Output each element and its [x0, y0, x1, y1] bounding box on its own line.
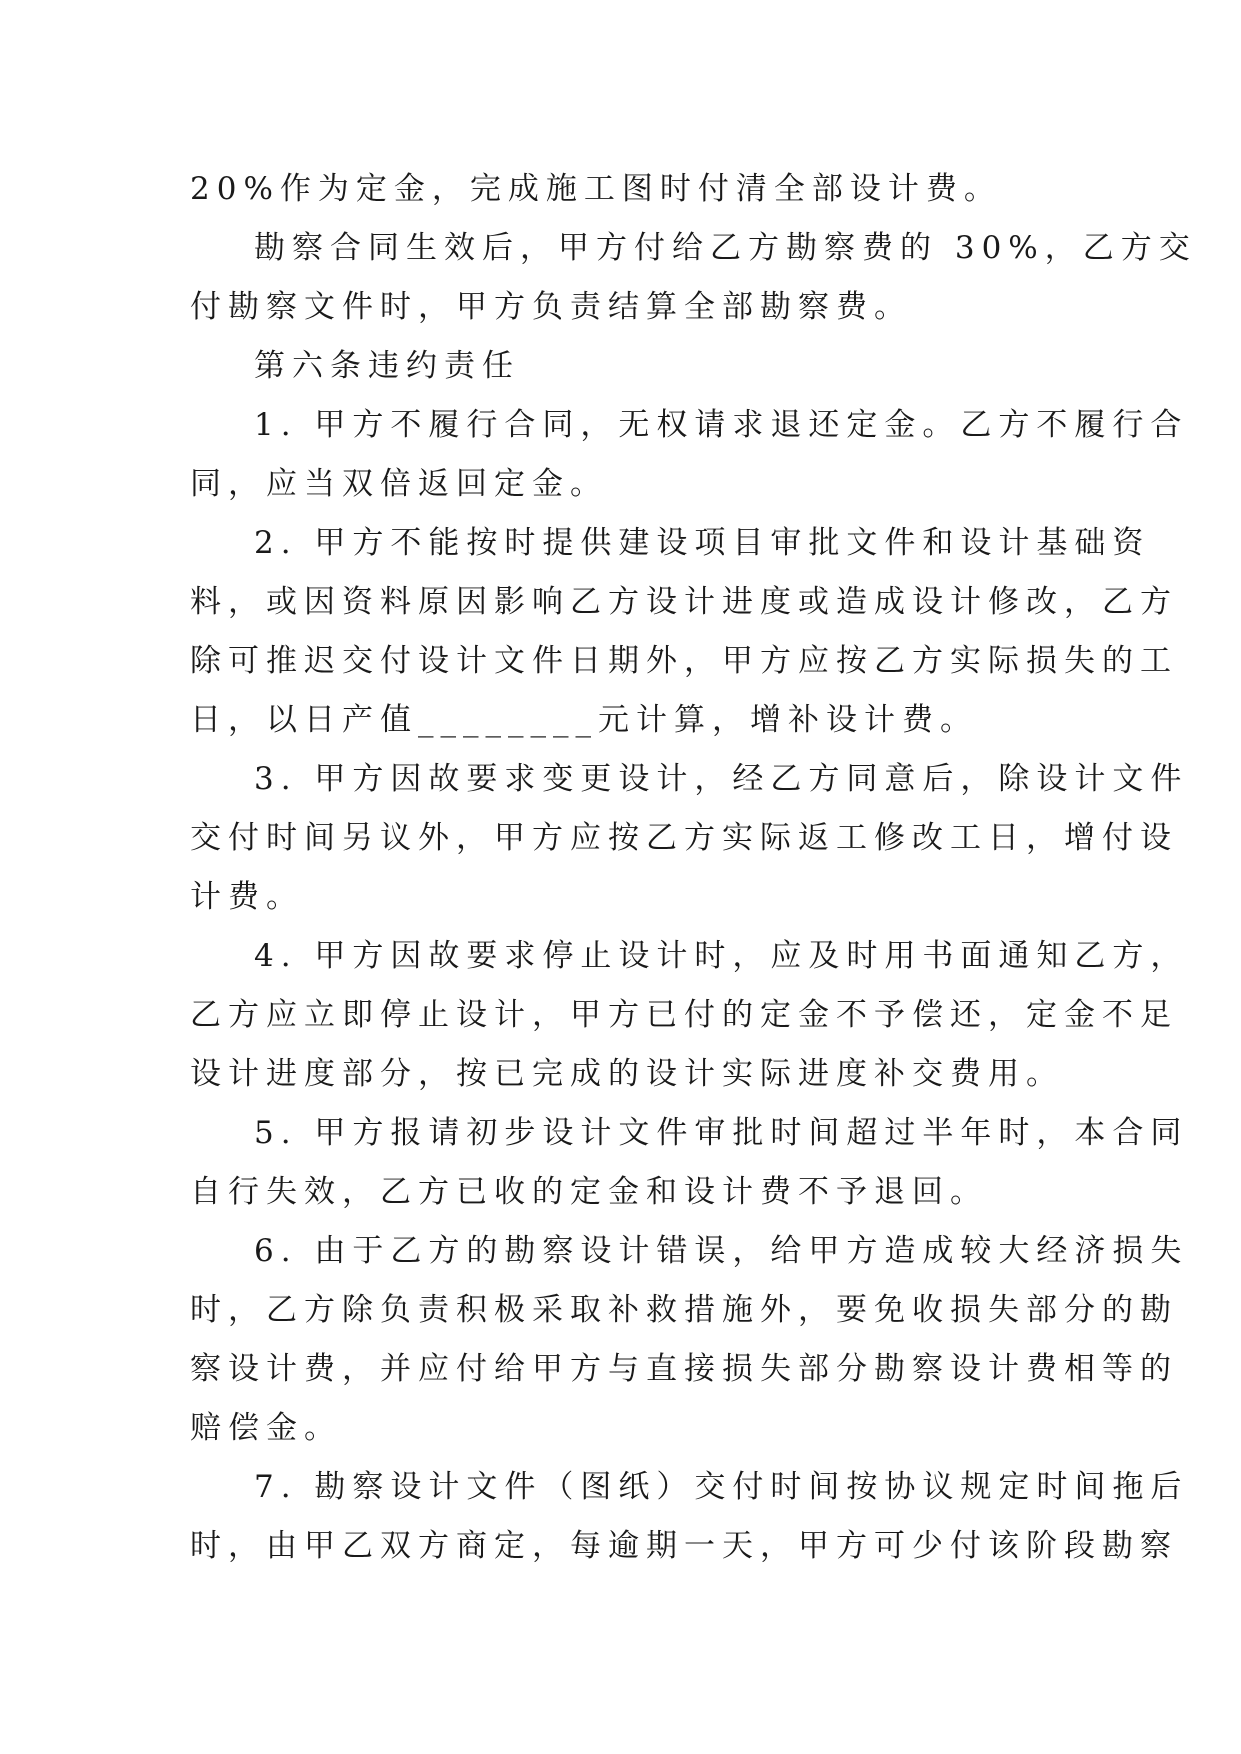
text-line: 乙方应立即停止设计，甲方已付的定金不予偿还，定金不足 — [190, 997, 1178, 1033]
section-heading: 第六条违约责任 — [254, 348, 520, 384]
text-line: 日，以日产值________元计算，增补设计费。 — [190, 702, 978, 738]
text-line: 20%作为定金，完成施工图时付清全部设计费。 — [190, 171, 1002, 207]
text-line: 料，或因资料原因影响乙方设计进度或造成设计修改，乙方 — [190, 584, 1178, 620]
text-line: 除可推迟交付设计文件日期外，甲方应按乙方实际损失的工 — [190, 643, 1178, 679]
text-line: 时，由甲乙双方商定，每逾期一天，甲方可少付该阶段勘察 — [190, 1528, 1178, 1564]
contract-text — [190, 160, 1197, 1576]
text-line: 时，乙方除负责积极采取补救措施外，要免收损失部分的勘 — [190, 1292, 1178, 1328]
text-line: 1. 甲方不履行合同，无权请求退还定金。乙方不履行合 — [254, 407, 1189, 443]
text-line: 察设计费，并应付给甲方与直接损失部分勘察设计费相等的 — [190, 1351, 1178, 1387]
text-line: 付勘察文件时，甲方负责结算全部勘察费。 — [190, 289, 912, 325]
text-line: 7. 勘察设计文件（图纸）交付时间按协议规定时间拖后 — [254, 1469, 1189, 1505]
text-line: 计费。 — [190, 879, 304, 915]
text-line: 赔偿金。 — [190, 1410, 342, 1446]
text-line: 同，应当双倍返回定金。 — [190, 466, 608, 502]
text-line: 交付时间另议外，甲方应按乙方实际返工修改工日，增付设 — [190, 820, 1178, 856]
text-line: 6. 由于乙方的勘察设计错误，给甲方造成较大经济损失 — [254, 1233, 1189, 1269]
text-line: 2. 甲方不能按时提供建设项目审批文件和设计基础资 — [254, 525, 1151, 561]
text-line: 勘察合同生效后，甲方付给乙方勘察费的 30%，乙方交 — [254, 230, 1197, 266]
text-line: 自行失效，乙方已收的定金和设计费不予退回。 — [190, 1174, 988, 1210]
text-line: 3. 甲方因故要求变更设计，经乙方同意后，除设计文件 — [254, 761, 1189, 797]
text-line: 5. 甲方报请初步设计文件审批时间超过半年时，本合同 — [254, 1115, 1189, 1151]
text-line: 4. 甲方因故要求停止设计时，应及时用书面通知乙方， — [254, 938, 1189, 974]
text-line: 设计进度部分，按已完成的设计实际进度补交费用。 — [190, 1056, 1064, 1092]
